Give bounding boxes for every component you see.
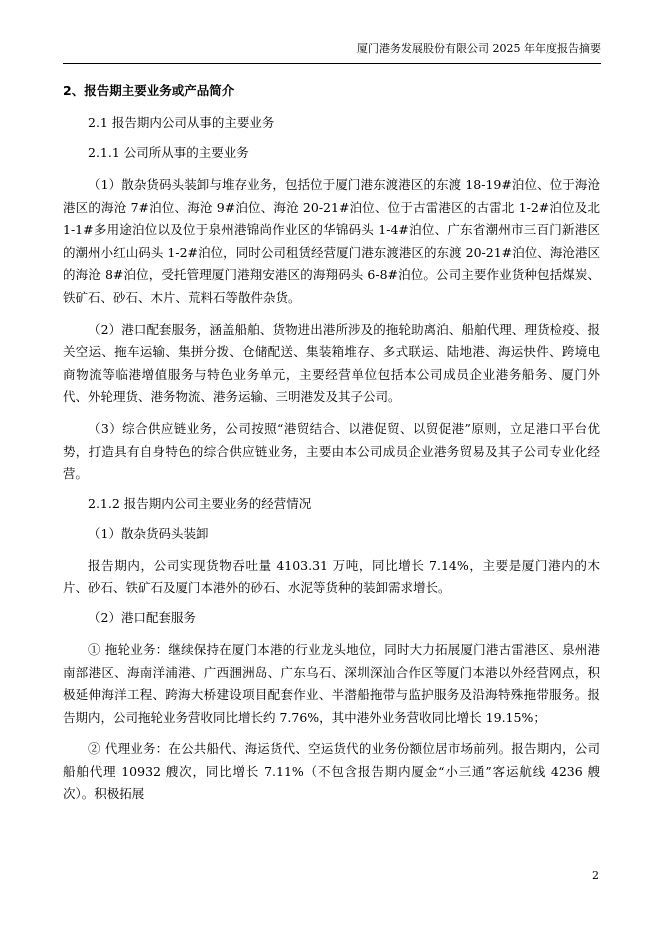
paragraph-supply-chain: （3）综合供应链业务，公司按照“港贸结合、以港促贸、以贸促港”原则，立足港口平台优势，打造具有自身特色的综合供应链业务，主要由本公司成员企业港务贸易及其子公司专业化经营。 <box>63 420 600 482</box>
subheading-2-1-2: 2.1.2 报告期内公司主要业务的经营情况 <box>88 495 312 511</box>
document-body <box>63 72 600 815</box>
paragraph-tug-business: ① 拖轮业务：继续保持在厦门本港的行业龙头地位，同时大力拓展厦门港古雷港区、泉州港南部港区、海南洋浦港、广西涠洲岛、广东乌石、深圳深汕合作区等厦门本港以外经营网点，积极延伸海洋工程、跨海大桥建设项目配套作业、半潜船拖带与监护服务及沿海特殊拖带服务。报告期内，公司拖轮业务营收同比增长约 7.76%，其中港外业务营收同比增长 19.15%； <box>63 641 600 725</box>
subheading-2-1-1: 2.1.1 公司所从事的主要业务 <box>88 145 249 160</box>
paragraph-bulk-cargo-business: （1）散杂货码头装卸与堆存业务，包括位于厦门港东渡港区的东渡 18-19#泊位、位于海沧港区的海沧 7#泊位、海沧 9#泊位、海沧 20-21#泊位、位于古雷港区的古雷北 1-2#泊位及北 1-1#多用途泊位以及位于泉州港锦尚作业区的华锦码头 1-4#泊位、广东省潮州市三百门新港区的潮州小红山码头 1-2#泊位，同时公司租赁经营厦门港东渡港区的东渡 20-21#泊位、海沧港区的海沧 8#泊位，受托管理厦门港翔安港区的海翔码头 6-8#泊位。公司主要作业货种包括煤炭、铁矿石、砂石、木片、荒料石等散件杂货。 <box>63 177 600 305</box>
item-port-services-label: （2）港口配套服务 <box>88 609 196 625</box>
page-number: 2 <box>592 869 599 882</box>
subheading-2-1: 2.1 报告期内公司从事的主要业务 <box>88 115 275 130</box>
paragraph-port-services: （2）港口配套服务，涵盖船舶、货物进出港所涉及的拖轮助离泊、船舶代理、理货检疫、报关空运、拖车运输、集拼分拨、仓储配送、集装箱堆存、多式联运、陆地港、海运快件、跨境电商物流等临港增值服务与特色业务单元，主要经营单位包括本公司成员企业港务船务、厦门外代、外轮理货、港务物流、港务运输、三明港发及其子公司。 <box>63 321 600 405</box>
section-title: 2、报告期主要业务或产品简介 <box>63 83 235 98</box>
paragraph-agency-business: ② 代理业务：在公共船代、海运货代、空运货代的业务份额位居市场前列。报告期内，公司船舶代理 10932 艘次，同比增长 7.11%（不包含报告期内厦金“小三通”客运航线 4236 艘次）。积极拓展 <box>63 741 600 802</box>
header-title: 厦门港务发展股份有限公司 2025 年年度报告摘要 <box>357 42 601 55</box>
page-header <box>63 41 601 64</box>
paragraph-bulk-cargo-result: 报告期内，公司实现货物吞吐量 4103.31 万吨，同比增长 7.14%，主要是厦门港内的木片、砂石、铁矿石及厦门本港外的砂石、水泥等货种的装卸需求增长。 <box>63 557 600 596</box>
item-bulk-cargo-label: （1）散杂货码头装卸 <box>88 525 209 541</box>
